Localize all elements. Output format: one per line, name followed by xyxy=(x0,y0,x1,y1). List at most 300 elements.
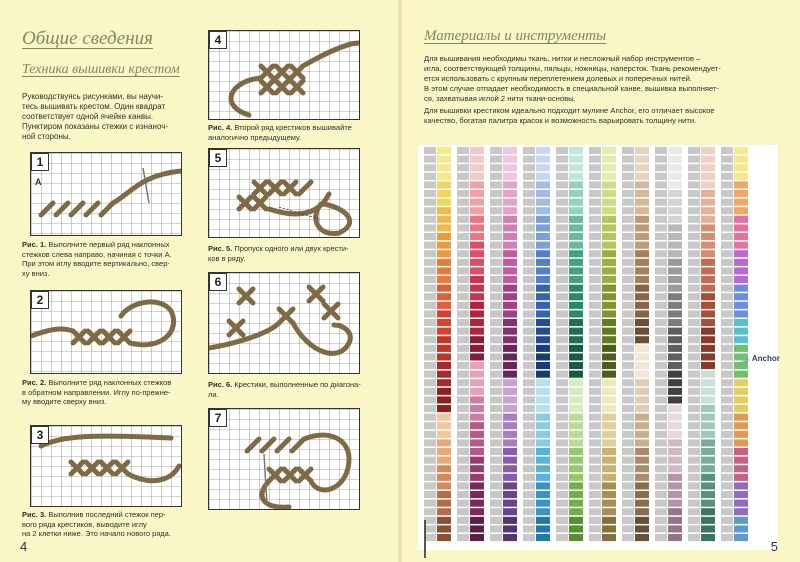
color-swatch xyxy=(470,199,484,206)
color-swatch xyxy=(503,414,517,421)
swatch-code-cell xyxy=(490,525,502,532)
color-swatch xyxy=(470,362,484,369)
color-swatch xyxy=(536,448,550,455)
swatch-code-cell xyxy=(622,482,634,489)
swatch-code-cell xyxy=(556,517,568,524)
color-swatch xyxy=(437,336,451,343)
swatch-code-cell xyxy=(490,259,502,266)
swatch-code-cell xyxy=(589,457,601,464)
swatch-code-cell xyxy=(523,250,535,257)
swatch-code-cell xyxy=(655,328,667,335)
swatch-code-cell xyxy=(457,190,469,197)
figure-7-grid xyxy=(209,409,359,509)
color-swatch xyxy=(701,310,715,317)
color-swatch xyxy=(437,302,451,309)
swatch-code-cell xyxy=(589,465,601,472)
color-swatch xyxy=(437,345,451,352)
color-swatch xyxy=(635,491,649,498)
color-swatch xyxy=(734,345,748,352)
swatch-code-cell xyxy=(457,405,469,412)
swatch-code-cell xyxy=(424,242,436,249)
color-swatch xyxy=(734,328,748,335)
swatch-code-cell xyxy=(556,474,568,481)
color-swatch xyxy=(569,448,583,455)
color-swatch xyxy=(602,173,616,180)
color-swatch xyxy=(536,336,550,343)
swatch-code-cell xyxy=(424,190,436,197)
color-swatch xyxy=(602,190,616,197)
color-swatch xyxy=(602,276,616,283)
color-swatch xyxy=(437,500,451,507)
swatch-code-cell xyxy=(622,396,634,403)
swatch-code-cell xyxy=(556,431,568,438)
swatch-code-cell xyxy=(721,242,733,249)
swatch-code-cell xyxy=(556,500,568,507)
swatch-code-cell xyxy=(721,457,733,464)
right-page xyxy=(402,0,800,562)
color-swatch xyxy=(668,414,682,421)
swatch-code-cell xyxy=(523,259,535,266)
color-swatch xyxy=(503,181,517,188)
swatch-code-cell xyxy=(424,181,436,188)
swatch-code-cell xyxy=(457,310,469,317)
color-swatch xyxy=(569,439,583,446)
swatch-code-cell xyxy=(457,396,469,403)
swatch-code-cell xyxy=(457,156,469,163)
color-swatch xyxy=(470,439,484,446)
color-swatch xyxy=(470,414,484,421)
swatch-code-cell xyxy=(424,431,436,438)
color-swatch xyxy=(635,379,649,386)
color-swatch xyxy=(503,525,517,532)
color-swatch xyxy=(734,414,748,421)
swatch-code-cell xyxy=(457,216,469,223)
swatch-code-cell xyxy=(490,267,502,274)
swatch-code-cell xyxy=(457,508,469,515)
color-swatch xyxy=(503,224,517,231)
swatch-code-cell xyxy=(556,465,568,472)
color-swatch xyxy=(635,224,649,231)
swatch-code-cell xyxy=(622,173,634,180)
color-swatch xyxy=(602,267,616,274)
color-swatch xyxy=(503,508,517,515)
swatch-code-cell xyxy=(688,173,700,180)
color-swatch xyxy=(437,422,451,429)
color-swatch xyxy=(536,465,550,472)
swatch-code-cell xyxy=(688,233,700,240)
swatch-code-cell xyxy=(457,207,469,214)
swatch-code-cell xyxy=(523,525,535,532)
color-swatch xyxy=(602,431,616,438)
color-swatch xyxy=(635,353,649,360)
color-swatch xyxy=(701,181,715,188)
swatch-code-cell xyxy=(523,405,535,412)
swatch-code-cell xyxy=(457,500,469,507)
color-swatch xyxy=(635,207,649,214)
color-swatch xyxy=(701,388,715,395)
swatch-code-cell xyxy=(721,431,733,438)
color-swatch xyxy=(635,414,649,421)
swatch-code-cell xyxy=(457,422,469,429)
color-swatch xyxy=(635,474,649,481)
swatch-code-cell xyxy=(622,207,634,214)
swatch-code-cell xyxy=(424,147,436,154)
color-swatch xyxy=(734,362,748,369)
swatch-code-cell xyxy=(721,482,733,489)
swatch-code-cell xyxy=(688,362,700,369)
swatch-code-cell xyxy=(457,439,469,446)
color-swatch xyxy=(536,285,550,292)
swatch-code-cell xyxy=(655,199,667,206)
color-swatch xyxy=(470,482,484,489)
color-swatch xyxy=(437,310,451,317)
color-swatch xyxy=(734,302,748,309)
swatch-code-cell xyxy=(523,190,535,197)
color-swatch xyxy=(668,500,682,507)
color-swatch xyxy=(437,293,451,300)
swatch-code-cell xyxy=(457,233,469,240)
swatch-code-cell xyxy=(655,405,667,412)
color-swatch xyxy=(701,465,715,472)
swatch-code-cell xyxy=(655,181,667,188)
color-swatch xyxy=(503,491,517,498)
swatch-code-cell xyxy=(721,362,733,369)
color-swatch xyxy=(635,405,649,412)
swatch-code-cell xyxy=(655,267,667,274)
color-swatch xyxy=(668,474,682,481)
swatch-code-cell xyxy=(622,156,634,163)
color-swatch xyxy=(437,534,451,541)
color-swatch xyxy=(536,500,550,507)
color-swatch-grid xyxy=(418,145,778,550)
color-swatch xyxy=(503,293,517,300)
color-swatch xyxy=(701,396,715,403)
color-swatch xyxy=(635,448,649,455)
color-swatch xyxy=(734,293,748,300)
color-swatch xyxy=(602,250,616,257)
color-swatch xyxy=(569,267,583,274)
color-swatch xyxy=(602,525,616,532)
swatch-code-cell xyxy=(490,474,502,481)
color-swatch xyxy=(635,482,649,489)
swatch-code-cell xyxy=(490,439,502,446)
swatch-code-cell xyxy=(523,164,535,171)
swatch-code-cell xyxy=(556,396,568,403)
swatch-code-cell xyxy=(457,328,469,335)
swatch-code-cell xyxy=(589,396,601,403)
color-swatch xyxy=(536,345,550,352)
swatch-code-cell xyxy=(589,216,601,223)
swatch-code-cell xyxy=(622,465,634,472)
swatch-code-cell xyxy=(589,267,601,274)
swatch-code-cell xyxy=(589,319,601,326)
color-swatch xyxy=(668,422,682,429)
color-swatch xyxy=(503,216,517,223)
swatch-code-cell xyxy=(589,293,601,300)
swatch-code-cell xyxy=(556,388,568,395)
swatch-code-cell xyxy=(589,422,601,429)
left-page-title: Общие сведения xyxy=(22,28,153,49)
color-swatch xyxy=(536,207,550,214)
color-swatch xyxy=(503,233,517,240)
swatch-code-cell xyxy=(556,379,568,386)
color-swatch xyxy=(701,431,715,438)
figure-4-caption: Рис. 4. Второй ряд крестиков вышивайте аналогично предыдущему. xyxy=(208,123,352,142)
color-swatch xyxy=(536,431,550,438)
swatch-code-cell xyxy=(523,379,535,386)
color-swatch xyxy=(602,233,616,240)
swatch-code-cell xyxy=(688,302,700,309)
color-swatch xyxy=(437,405,451,412)
color-swatch xyxy=(635,173,649,180)
swatch-code-cell xyxy=(523,147,535,154)
color-swatch xyxy=(602,285,616,292)
swatch-code-cell xyxy=(424,173,436,180)
color-swatch xyxy=(701,362,715,369)
swatch-code-cell xyxy=(589,448,601,455)
swatch-code-cell xyxy=(589,156,601,163)
color-swatch xyxy=(701,276,715,283)
color-swatch xyxy=(701,328,715,335)
swatch-code-cell xyxy=(655,482,667,489)
color-swatch xyxy=(602,224,616,231)
swatch-code-cell xyxy=(622,508,634,515)
color-swatch xyxy=(602,156,616,163)
color-swatch xyxy=(536,396,550,403)
swatch-code-cell xyxy=(721,224,733,231)
color-swatch xyxy=(734,216,748,223)
color-swatch xyxy=(470,405,484,412)
swatch-code-cell xyxy=(622,439,634,446)
color-swatch xyxy=(701,293,715,300)
swatch-code-cell xyxy=(655,457,667,464)
color-swatch xyxy=(569,147,583,154)
figure-2-caption: Рис. 2. Выполните ряд наклонных стежков в обратном направлении. Иглу по-прежне- му вводите сверху вниз. xyxy=(22,378,172,406)
color-swatch xyxy=(437,216,451,223)
swatch-code-cell xyxy=(556,310,568,317)
color-swatch xyxy=(635,233,649,240)
swatch-code-cell xyxy=(457,319,469,326)
swatch-code-cell xyxy=(523,328,535,335)
color-swatch xyxy=(536,457,550,464)
figure-1 xyxy=(30,152,182,236)
color-swatch xyxy=(602,371,616,378)
color-swatch xyxy=(536,293,550,300)
swatch-code-cell xyxy=(622,448,634,455)
swatch-code-cell xyxy=(523,276,535,283)
swatch-code-cell xyxy=(490,156,502,163)
color-swatch xyxy=(734,482,748,489)
color-swatch xyxy=(635,267,649,274)
color-swatch xyxy=(470,207,484,214)
color-swatch xyxy=(602,414,616,421)
color-swatch xyxy=(635,199,649,206)
swatch-code-cell xyxy=(688,379,700,386)
color-swatch xyxy=(668,242,682,249)
swatch-code-cell xyxy=(523,181,535,188)
swatch-code-cell xyxy=(556,491,568,498)
color-swatch xyxy=(503,388,517,395)
color-swatch xyxy=(602,328,616,335)
color-swatch xyxy=(503,156,517,163)
color-swatch xyxy=(668,362,682,369)
color-swatch xyxy=(635,371,649,378)
swatch-code-cell xyxy=(556,448,568,455)
swatch-code-cell xyxy=(688,414,700,421)
figure-4-grid xyxy=(209,31,359,119)
swatch-code-cell xyxy=(556,439,568,446)
color-swatch xyxy=(668,388,682,395)
swatch-code-cell xyxy=(721,250,733,257)
swatch-code-cell xyxy=(655,353,667,360)
swatch-code-cell xyxy=(622,414,634,421)
color-swatch xyxy=(569,310,583,317)
color-swatch xyxy=(437,371,451,378)
color-swatch xyxy=(668,525,682,532)
color-swatch xyxy=(668,465,682,472)
color-swatch xyxy=(734,405,748,412)
color-swatch xyxy=(734,508,748,515)
color-swatch xyxy=(536,173,550,180)
color-swatch xyxy=(701,474,715,481)
color-swatch xyxy=(437,164,451,171)
color-swatch xyxy=(536,250,550,257)
swatch-code-cell xyxy=(523,353,535,360)
swatch-code-cell xyxy=(457,276,469,283)
color-swatch xyxy=(569,302,583,309)
swatch-code-cell xyxy=(490,431,502,438)
swatch-code-cell xyxy=(556,181,568,188)
color-swatch xyxy=(470,267,484,274)
color-swatch xyxy=(635,293,649,300)
color-swatch xyxy=(701,457,715,464)
color-swatch xyxy=(635,525,649,532)
swatch-code-cell xyxy=(688,224,700,231)
color-swatch xyxy=(470,181,484,188)
color-swatch xyxy=(569,319,583,326)
swatch-code-cell xyxy=(622,259,634,266)
color-swatch xyxy=(701,319,715,326)
color-swatch xyxy=(635,250,649,257)
swatch-code-cell xyxy=(721,517,733,524)
color-swatch xyxy=(734,379,748,386)
color-swatch xyxy=(536,216,550,223)
color-swatch xyxy=(503,474,517,481)
swatch-code-cell xyxy=(688,371,700,378)
color-swatch xyxy=(668,439,682,446)
swatch-code-cell xyxy=(622,457,634,464)
swatch-code-cell xyxy=(490,448,502,455)
swatch-code-cell xyxy=(523,199,535,206)
color-swatch xyxy=(569,224,583,231)
swatch-code-cell xyxy=(688,181,700,188)
figure-6-grid xyxy=(209,273,359,373)
swatch-code-cell xyxy=(523,491,535,498)
color-swatch xyxy=(734,207,748,214)
color-swatch xyxy=(668,293,682,300)
color-swatch xyxy=(602,353,616,360)
color-swatch xyxy=(635,216,649,223)
color-swatch xyxy=(503,396,517,403)
color-swatch xyxy=(536,353,550,360)
swatch-code-cell xyxy=(490,147,502,154)
swatch-code-cell xyxy=(721,336,733,343)
figure-1-number: 1 xyxy=(31,153,49,171)
swatch-code-cell xyxy=(523,336,535,343)
swatch-code-cell xyxy=(589,259,601,266)
swatch-code-cell xyxy=(721,379,733,386)
swatch-code-cell xyxy=(655,336,667,343)
color-swatch xyxy=(635,276,649,283)
color-swatch xyxy=(734,319,748,326)
color-swatch xyxy=(701,207,715,214)
swatch-code-cell xyxy=(556,414,568,421)
swatch-code-cell xyxy=(589,500,601,507)
swatch-code-cell xyxy=(721,414,733,421)
color-swatch xyxy=(470,431,484,438)
color-swatch xyxy=(602,207,616,214)
color-swatch xyxy=(635,517,649,524)
color-swatch xyxy=(635,310,649,317)
swatch-code-cell xyxy=(424,216,436,223)
swatch-code-cell xyxy=(721,422,733,429)
color-swatch xyxy=(668,173,682,180)
swatch-code-cell xyxy=(589,431,601,438)
color-swatch xyxy=(602,517,616,524)
swatch-code-cell xyxy=(721,199,733,206)
swatch-code-cell xyxy=(688,147,700,154)
figure-4 xyxy=(208,30,360,120)
color-swatch xyxy=(437,181,451,188)
swatch-code-cell xyxy=(688,474,700,481)
swatch-code-cell xyxy=(688,199,700,206)
color-swatch xyxy=(503,448,517,455)
swatch-code-cell xyxy=(721,508,733,515)
color-swatch xyxy=(668,216,682,223)
color-swatch xyxy=(668,207,682,214)
swatch-code-cell xyxy=(721,267,733,274)
swatch-code-cell xyxy=(523,173,535,180)
swatch-code-cell xyxy=(457,147,469,154)
color-swatch xyxy=(635,508,649,515)
swatch-code-cell xyxy=(523,310,535,317)
color-swatch xyxy=(668,448,682,455)
color-swatch xyxy=(437,388,451,395)
swatch-code-cell xyxy=(688,267,700,274)
color-swatch xyxy=(701,336,715,343)
swatch-code-cell xyxy=(688,293,700,300)
swatch-code-cell xyxy=(622,491,634,498)
swatch-code-cell xyxy=(556,199,568,206)
swatch-code-cell xyxy=(490,491,502,498)
swatch-code-cell xyxy=(523,319,535,326)
color-swatch xyxy=(734,259,748,266)
figure-1-caption: Рис. 1. Выполните первый ряд наклонных стежков слева направо, начиная с точки А. При этом иглу вводите вертикально, свер- ху вниз. xyxy=(22,240,172,278)
color-swatch xyxy=(569,164,583,171)
color-swatch xyxy=(470,259,484,266)
swatch-code-cell xyxy=(589,362,601,369)
color-swatch xyxy=(437,199,451,206)
swatch-code-cell xyxy=(556,173,568,180)
color-swatch xyxy=(602,181,616,188)
swatch-code-cell xyxy=(424,491,436,498)
swatch-code-cell xyxy=(688,508,700,515)
swatch-code-cell xyxy=(655,224,667,231)
swatch-code-cell xyxy=(556,336,568,343)
swatch-code-cell xyxy=(655,371,667,378)
color-swatch xyxy=(569,233,583,240)
color-swatch xyxy=(635,336,649,343)
